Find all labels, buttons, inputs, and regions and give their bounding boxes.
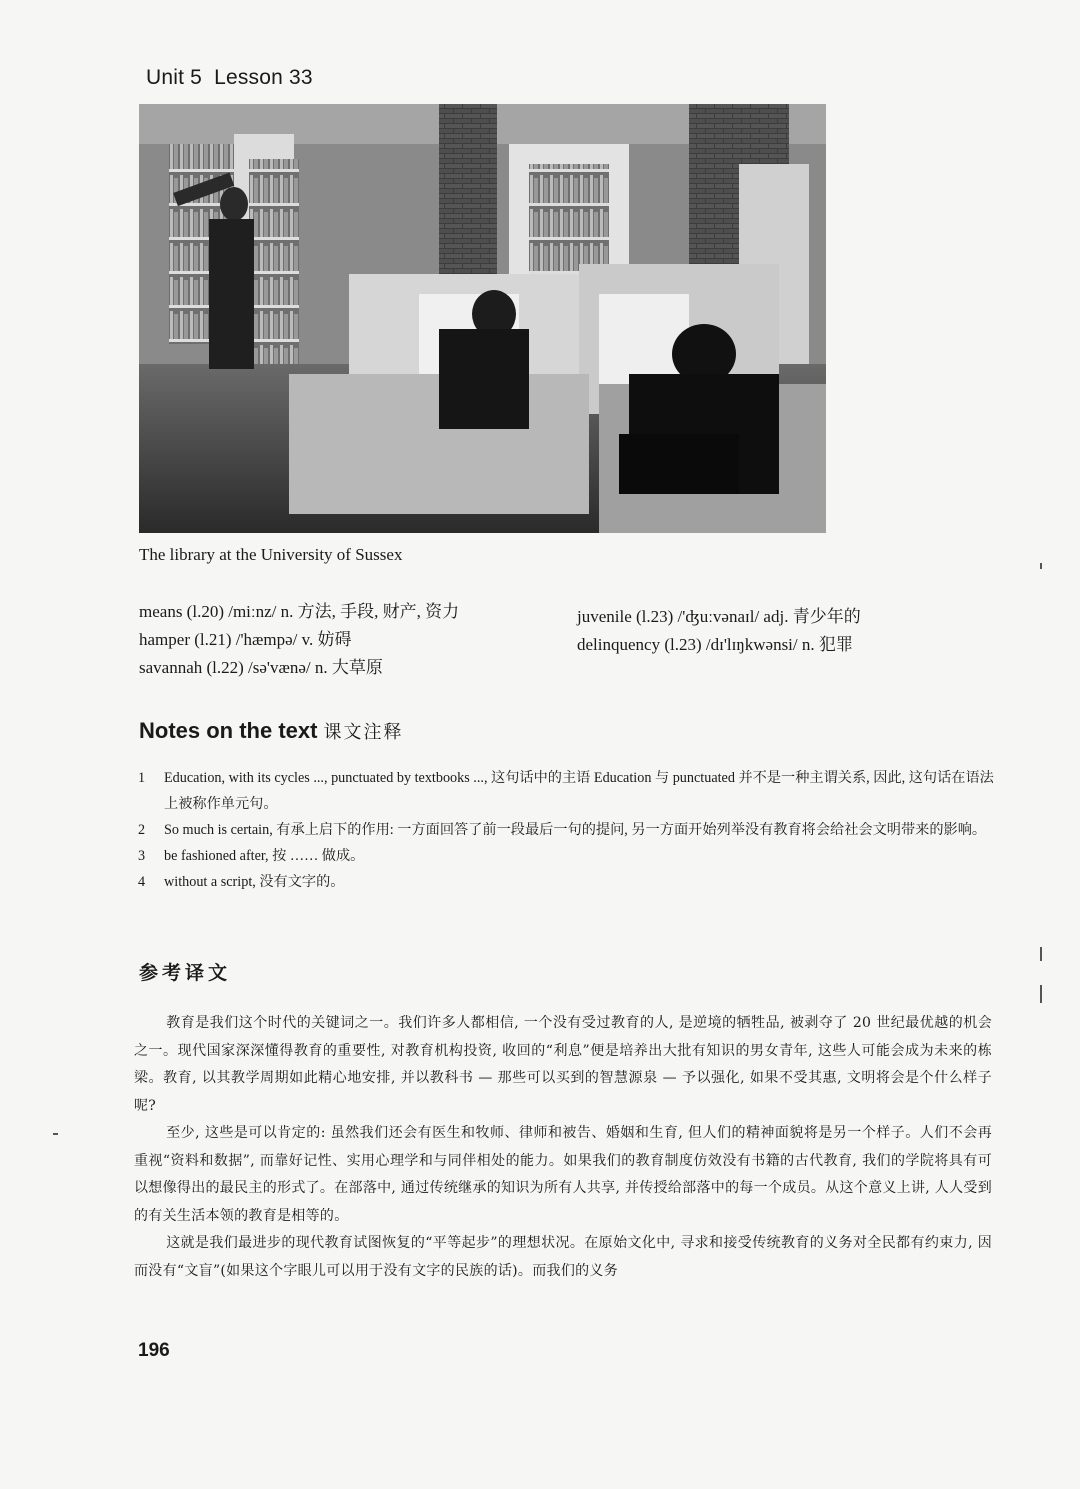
running-header (146, 66, 313, 90)
translation-heading: 参考译文 (139, 962, 232, 984)
vocab-item: savannah (l.22) /sə'vænə/ n. 大草原 (139, 658, 383, 677)
note-text: Education, with its cycles ..., punctuated by textbooks ..., 这句话中的主语 Education 与 punctuated 并不是一种主谓关系, 因此, 这句话在语法上被称作单元句。 (164, 770, 994, 812)
note-number: 4 (138, 874, 146, 890)
notes-list (138, 765, 1008, 895)
translation-paragraph: 教育是我们这个时代的关键词之一。我们许多人都相信, 一个没有受过教育的人, 是逆境的牺牲品, 被剥夺了 20 世纪最优越的机会之一。现代国家深深懂得教育的重要性, 对教育机构投资, 收回的“利息”便是培养出大批有知识的男女青年, 这些人可能会成为未来的栋梁。教育, 以其教学周期如此精心地安排, 并以教科书 — 那些可以买到的智慧源泉 — 予以强化, 如果不受其惠, 文明将会是个什么样子呢? (134, 1015, 992, 1114)
page-number: 196 (138, 1340, 170, 1361)
notes-title-cn: 课文注释 (323, 722, 404, 743)
scan-mark (1040, 947, 1042, 961)
note-item (138, 765, 1008, 817)
translation-paragraph: 这就是我们最进步的现代教育试图恢复的“平等起步”的理想状况。在原始文化中, 寻求和接受传统教育的义务对全民都有约束力, 因而没有“文盲”(如果这个字眼儿可以用于没有文字的民族的话)。而我们的义务 (134, 1235, 992, 1279)
unit-label: Unit 5 (146, 66, 203, 89)
vocab-item: hamper (l.21) /'hæmpə/ v. 妨碍 (139, 630, 352, 649)
vocabulary-column-right (577, 603, 861, 659)
vocab-item: delinquency (l.23) /dɪ'lɪŋkwənsi/ n. 犯罪 (577, 635, 853, 654)
vocabulary-column-left (139, 598, 459, 682)
note-item (138, 817, 1008, 843)
note-number: 3 (138, 848, 146, 864)
note-item (138, 843, 1008, 869)
notes-heading (139, 718, 403, 744)
note-text: be fashioned after, 按 …… 做成。 (164, 848, 365, 864)
library-photo (139, 104, 826, 533)
translation-paragraph: 至少, 这些是可以肯定的: 虽然我们还会有医生和牧师、律师和被告、婚姻和生育, 但人们的精神面貌将是另一个样子。人们不会再重视“资料和数据”, 而靠好记性、实用心理学和与同伴相处的能力。如果我们的教育制度仿效没有书籍的古代教育, 我们的学院将具有可以想像得出的最民主的形式了。在部落中, 通过传统继承的知识为所有人共享, 并传授给部落中的每一个成员。从这个意义上讲, 人人受到的有关生活本领的教育是相等的。 (134, 1125, 992, 1224)
note-item (138, 869, 1008, 895)
vocab-item: juvenile (l.23) /'ʤuːvənaɪl/ adj. 青少年的 (577, 607, 861, 626)
scan-mark (53, 1133, 58, 1135)
note-number: 1 (138, 770, 146, 786)
note-text: without a script, 没有文字的。 (164, 874, 345, 890)
scan-mark (1040, 563, 1042, 569)
photo-caption: The library at the University of Sussex (139, 545, 403, 564)
note-number: 2 (138, 822, 146, 838)
note-text: So much is certain, 有承上启下的作用: 一方面回答了前一段最后一句的提问, 另一方面开始列举没有教育将会给社会文明带来的影响。 (164, 822, 987, 838)
library-photo-image (139, 104, 826, 533)
vocab-item: means (l.20) /miːnz/ n. 方法, 手段, 财产, 资力 (139, 602, 460, 621)
translation-body (134, 1010, 992, 1285)
notes-title: Notes on the text (139, 718, 318, 743)
lesson-label: Lesson 33 (214, 66, 313, 89)
scan-mark (1040, 985, 1042, 1003)
